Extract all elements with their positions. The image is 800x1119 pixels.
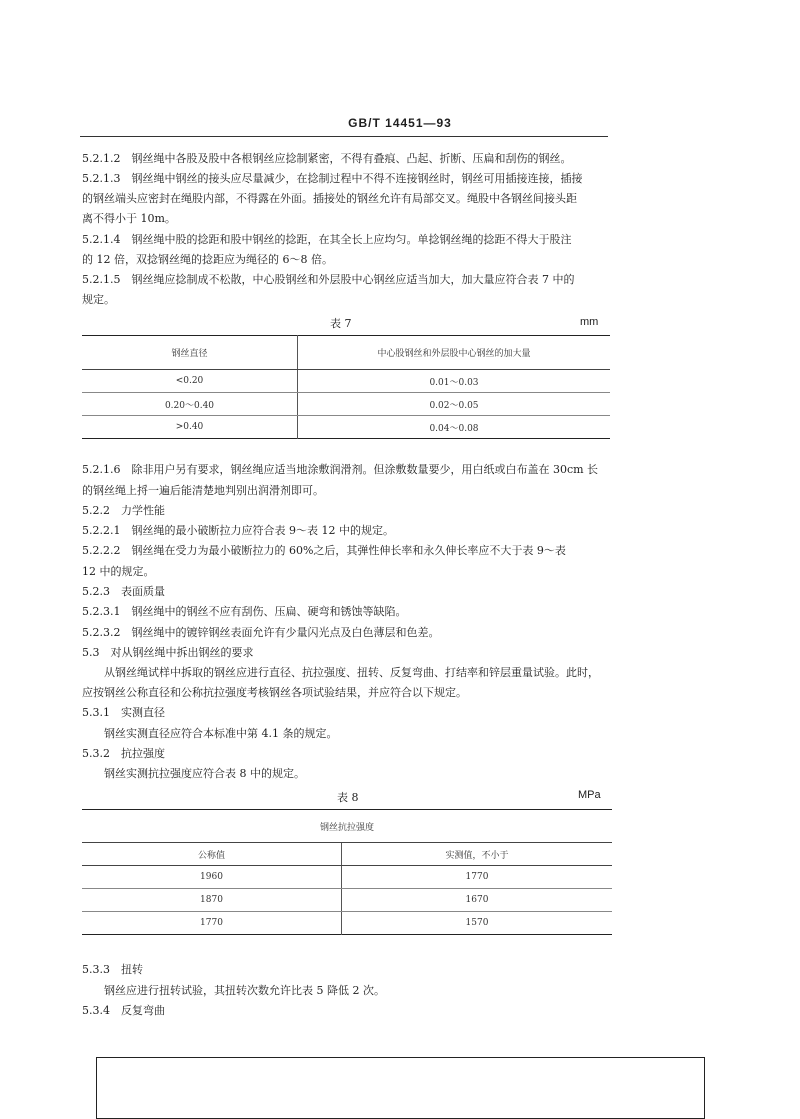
clause-5-2-3-2: 5.2.3.2 钢丝绳中的镀锌钢丝表面允许有少量闪光点及白色薄层和色差。 [82,626,440,639]
table-row [82,370,610,393]
table-row [82,866,612,889]
table7-cell: 0.02～0.05 [298,393,611,416]
table-7 [82,335,610,439]
clause-5-2-1-3-line2: 的钢丝端头应密封在绳股内部，不得露在外面。插接处的钢丝允许有局部交叉。绳股中各钢丝间接头距 [82,192,577,205]
table7-cell: 0.01～0.03 [298,370,611,393]
table8-caption: 表 8 [337,791,359,804]
table7-caption: 表 7 [330,317,352,330]
table7-cell: 0.20～0.40 [82,393,298,416]
clause-5-3-3: 5.3.3 扭转 [82,963,143,976]
table8-cell: 1770 [342,866,613,889]
clause-5-2-1-5-line1: 5.2.1.5 钢丝绳应捻制成不松散，中心股钢丝和外层股中心钢丝应适当加大，加大量应符合表 7 中的 [82,273,575,286]
clause-5-3-1: 5.3.1 实测直径 [82,706,165,719]
clause-5-2-2-2-line1: 5.2.2.2 钢丝绳在受力为最小破断拉力的 60%之后，其弹性伸长率和永久伸长率应不大于表 9～表 [82,544,566,557]
table-8 [82,809,612,935]
table8-unit: MPa [578,789,601,801]
table-row [82,416,610,439]
clause-5-2-3: 5.2.3 表面质量 [82,585,165,598]
clause-5-2-1-4-line1: 5.2.1.4 钢丝绳中股的捻距和股中钢丝的捻距，在其全长上应均匀。单捻钢丝绳的捻距不得大于股注 [82,233,572,246]
clause-5-3-3-body: 钢丝应进行扭转试验，其扭转次数允许比表 5 降低 2 次。 [104,984,385,997]
clause-5-2-1-4-line2: 的 12 倍，双捻钢丝绳的捻距应为绳径的 6～8 倍。 [82,253,333,266]
clause-5-2-3-1: 5.2.3.1 钢丝绳中的钢丝不应有刮伤、压扁、硬弯和锈蚀等缺陷。 [82,605,407,618]
table8-cell: 1570 [465,918,489,928]
table7-header-diameter: 钢丝直径 [82,336,298,370]
clause-5-2-1-3-line3: 离不得小于 10m。 [82,212,176,225]
table-row [82,912,612,935]
table8-header-nominal: 公称值 [82,843,342,866]
clause-5-2-2-1: 5.2.2.1 钢丝绳的最小破断拉力应符合表 9～表 12 中的规定。 [82,524,394,537]
table-row [82,393,610,416]
table8-cell: 1960 [82,866,342,889]
clause-5-2-2-2-line2: 12 中的规定。 [82,565,155,578]
table7-cell: <0.20 [82,370,298,393]
clause-5-2-1-2: 5.2.1.2 钢丝绳中各股及股中各根钢丝应捻制紧密，不得有叠痕、凸起、折断、压扁和刮伤的钢丝。 [82,152,572,165]
clause-5-3-body-line2: 应按钢丝公称直径和公称抗拉强度考核钢丝各项试验结果，并应符合以下规定。 [82,686,467,699]
table8-header-measured: 实测值，不小于 [342,843,613,866]
clause-5-3-4: 5.3.4 反复弯曲 [82,1004,165,1017]
table8-cell: 1870 [82,889,342,912]
table-row [82,889,612,912]
table8-cell: 1770 [82,912,342,935]
clause-5-2-1-6-line2: 的钢丝绳上捋一遍后能清楚地判别出润滑剂即可。 [82,484,324,497]
clause-5-3-1-body: 钢丝实测直径应符合本标准中第 4.1 条的规定。 [104,727,338,740]
clause-5-2-2: 5.2.2 力学性能 [82,504,165,517]
clause-5-3-2: 5.3.2 抗拉强度 [82,747,165,760]
table7-cell: >0.40 [82,416,298,439]
table8-span-header: 钢丝抗拉强度 [82,810,612,843]
table7-unit: mm [580,316,599,328]
table8-cell: 1670 [342,889,613,912]
document-header: GB/T 14451—93 [348,116,452,130]
clause-5-2-1-5-line2: 规定。 [82,293,115,306]
clause-5-3: 5.3 对从钢丝绳中拆出钢丝的要求 [82,646,254,659]
table7-header-increase: 中心股钢丝和外层股中心钢丝的加大量 [298,336,611,370]
table7-cell: 0.04～0.08 [429,423,479,434]
clause-5-3-body-line1: 从钢丝绳试样中拆取的钢丝应进行直径、抗拉强度、扭转、反复弯曲、打结率和锌层重量试验。此时， [104,666,599,679]
clause-5-2-1-3-line1: 5.2.1.3 钢丝绳中钢丝的接头应尽量减少，在捻制过程中不得不连接钢丝时，钢丝可用插接连接，插接 [82,172,583,185]
bottom-frame [96,1057,705,1119]
header-rule [80,136,608,137]
clause-5-2-1-6-line1: 5.2.1.6 除非用户另有要求，钢丝绳应适当地涂敷润滑剂。但涂敷数量要少，用白纸或白布盖在 30cm 长 [82,463,599,476]
clause-5-3-2-body: 钢丝实测抗拉强度应符合表 8 中的规定。 [104,767,305,780]
